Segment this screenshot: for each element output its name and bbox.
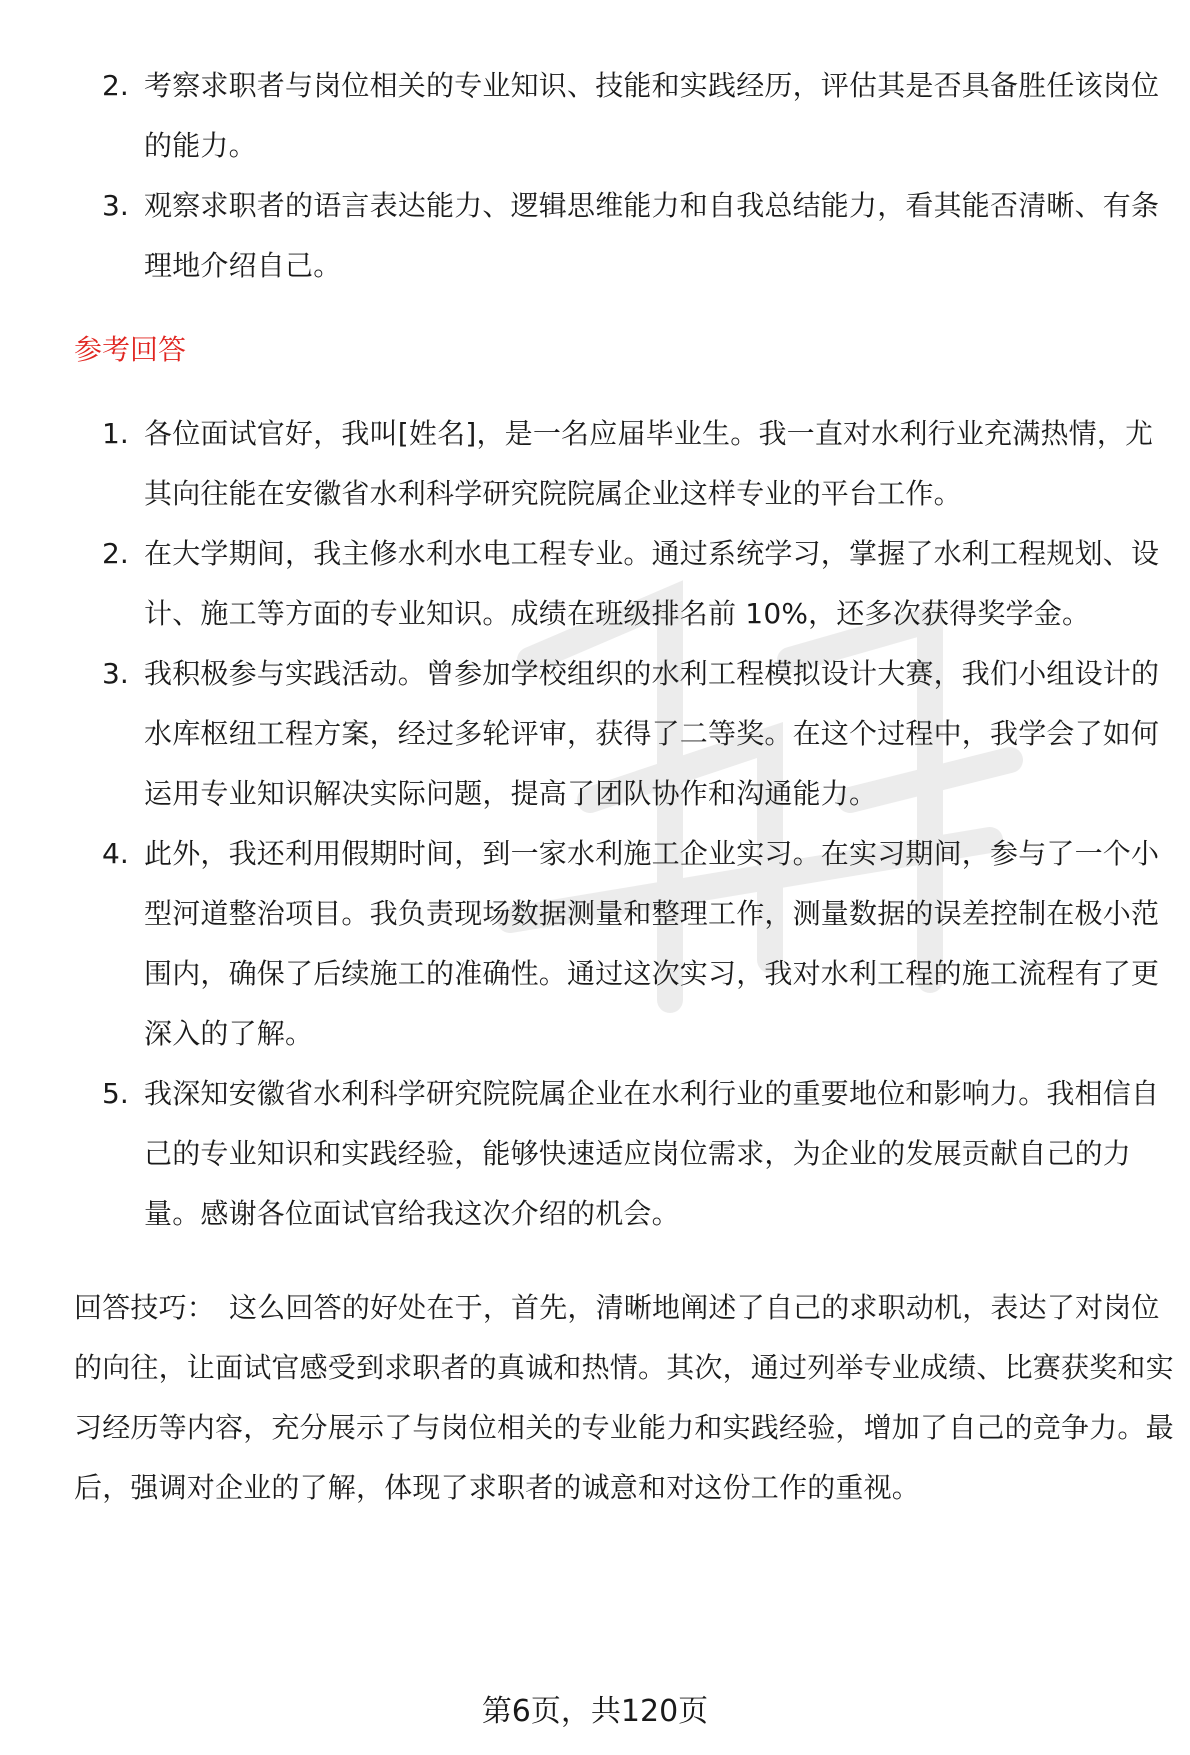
list-item-text: 我深知安徽省水利科学研究院院属企业在水利行业的重要地位和影响力。我相信自己的专业知识和实践经验，能够快速适应岗位需求，为企业的发展贡献自己的力量。感谢各位面试官给我这次介绍的机会。 [144,1077,1160,1230]
list-item-number: 1. [102,417,129,450]
page-number-footer: 第6页，共120页 [481,1694,709,1729]
continued-list [88,56,1164,296]
list-item [88,824,1164,1064]
list-item-number: 3. [102,189,129,222]
list-item [88,644,1164,824]
list-item [88,176,1164,296]
list-item [88,524,1164,644]
list-item-number: 3. [102,657,129,690]
list-item-number: 4. [102,837,129,870]
answer-tips-paragraph [74,1278,1174,1518]
list-item-number: 2. [102,537,129,570]
reference-answer-list [88,404,1164,1244]
list-item-text: 我积极参与实践活动。曾参加学校组织的水利工程模拟设计大赛，我们小组设计的水库枢纽工程方案，经过多轮评审，获得了二等奖。在这个过程中，我学会了如何运用专业知识解决实际问题，提高了团队协作和沟通能力。 [144,657,1160,810]
list-item [88,1064,1164,1244]
answer-tips-label: 回答技巧： [74,1291,216,1324]
answer-tips-text: 这么回答的好处在于，首先，清晰地阐述了自己的求职动机，表达了对岗位的向往，让面试官感受到求职者的真诚和热情。其次，通过列举专业成绩、比赛获奖和实习经历等内容，充分展示了与岗位相关的专业能力和实践经验，增加了自己的竞争力。最后，强调对企业的了解，体现了求职者的诚意和对这份工作的重视。 [74,1291,1174,1504]
document-content [74,56,1174,1518]
list-item-number: 5. [102,1077,129,1110]
list-item-text: 各位面试官好，我叫[姓名]，是一名应届毕业生。我一直对水利行业充满热情，尤其向往能在安徽省水利科学研究院院属企业这样专业的平台工作。 [144,417,1154,510]
list-item [88,404,1164,524]
list-item-text: 观察求职者的语言表达能力、逻辑思维能力和自我总结能力，看其能否清晰、有条理地介绍自己。 [144,189,1160,282]
section-title-reference-answer: 参考回答 [74,333,187,366]
list-item-number: 2. [102,69,129,102]
list-item-text: 考察求职者与岗位相关的专业知识、技能和实践经历，评估其是否具备胜任该岗位的能力。 [144,69,1160,162]
list-item [88,56,1164,176]
list-item-text: 此外，我还利用假期时间，到一家水利施工企业实习。在实习期间，参与了一个小型河道整治项目。我负责现场数据测量和整理工作，测量数据的误差控制在极小范围内，确保了后续施工的准确性。通过这次实习，我对水利工程的施工流程有了更深入的了解。 [144,837,1160,1050]
list-item-text: 在大学期间，我主修水利水电工程专业。通过系统学习，掌握了水利工程规划、设计、施工等方面的专业知识。成绩在班级排名前 10%，还多次获得奖学金。 [144,537,1160,630]
